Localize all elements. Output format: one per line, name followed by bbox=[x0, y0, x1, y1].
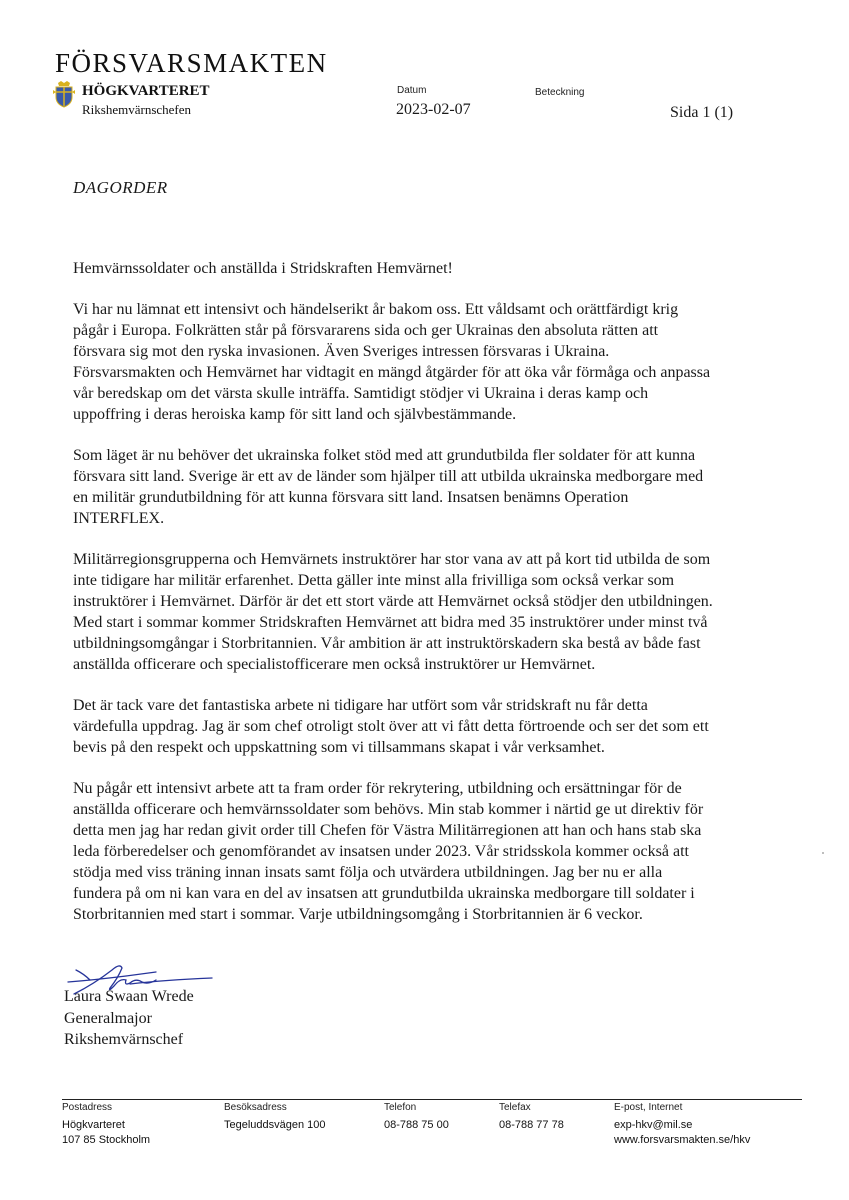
signatory-position: Rikshemvärnschef bbox=[64, 1031, 184, 1048]
email-address[interactable]: exp-hkv@mil.se bbox=[614, 1119, 693, 1131]
footer-phone bbox=[384, 1101, 449, 1133]
department-name: Rikshemvärnschefen bbox=[82, 102, 192, 117]
footer-postal bbox=[62, 1101, 150, 1148]
footer-fax bbox=[499, 1101, 564, 1133]
signatory-name: Laura Swaan Wrede bbox=[64, 988, 194, 1005]
website-link[interactable]: www.forsvarsmakten.se/hkv bbox=[614, 1134, 751, 1146]
visiting-label: Besöksadress bbox=[224, 1102, 287, 1113]
coat-of-arms-logo bbox=[52, 80, 76, 108]
body-paragraph: Vi har nu lämnat ett intensivt och händelserikt år bakom oss. Ett våldsamt och orättfärdigt krig pågår i Europa. Folkrätten står på försvararens sida och ger Ukrainas den absoluta rätten att försvara sig mot den ryska invasionen. Även Sveriges intressen försvaras i Ukraina. Försvarsmakten och Hemvärnet har vidtagit en mängd åtgärder för att öka vår förmåga och anpassa vår beredskap om det värsta skulle inträffa. Samtidigt stödjer vi Ukraina i deras kamp och uppoffring i deras heroiska kamp för sitt land och självbestämmande. bbox=[73, 301, 711, 423]
email-label: E-post, Internet bbox=[614, 1102, 683, 1113]
body-paragraph: Nu pågår ett intensivt arbete att ta fram order för rekrytering, utbildning och ersättningar för de anställda officerare och hemvärnssoldater som behövs. Min stab kommer i närtid ge ut direktiv för detta men jag har redan givit order till Chefen för Västra Militärregionen att han och hans stab ska leda förberedelser och genomförandet av insatsen under 2023. Vår stridsskola kommer också att stödja med viss träning innan insats samt följa och utvärdera utbildningen. Jag ber nu er alla fundera på om ni kan vara en del av insatsen att grundutbilda ukrainska medborgare till soldater i Storbritannien med start i sommar. Varje utbildningsomgång i Storbritannien är 6 veckor. bbox=[73, 780, 704, 923]
postal-label: Postadress bbox=[62, 1102, 113, 1113]
letter-body bbox=[73, 258, 713, 945]
fax-number: 08-788 77 78 bbox=[499, 1119, 564, 1131]
body-paragraph: Som läget är nu behöver det ukrainska folket stöd med att grundutbilda fler soldater för att kunna försvara sitt land. Sverige är ett av de länder som hjälper till att utbilda ukrainska medborgare med en militär grundutbildning för att kunna försvara sitt land. Insatsen benämns Operation INTERFLEX. bbox=[73, 447, 704, 527]
phone-number: 08-788 75 00 bbox=[384, 1119, 449, 1131]
organization-name: FÖRSVARSMAKTEN bbox=[55, 48, 328, 78]
headquarters-name: HÖGKVARTERET bbox=[82, 83, 210, 99]
footer-email bbox=[614, 1101, 750, 1148]
footer-visiting bbox=[224, 1101, 326, 1133]
date-label: Datum bbox=[397, 85, 427, 96]
document-title: DAGORDER bbox=[73, 178, 168, 197]
scan-speck bbox=[822, 852, 824, 854]
salutation: Hemvärnssoldater och anställda i Stridskraften Hemvärnet! bbox=[73, 260, 453, 277]
signatory-rank: Generalmajor bbox=[64, 1009, 152, 1027]
body-paragraph: Det är tack vare det fantastiska arbete ni tidigare har utfört som vår stridskraft nu får detta värdefulla uppdrag. Jag är som chef otroligt stolt över att vi fått detta förtroende och ser det som ett bevis på den respekt och uppskattning som vi tillsammans skapat i vår verksamhet. bbox=[73, 697, 709, 756]
postal-line2: 107 85 Stockholm bbox=[62, 1134, 151, 1146]
postal-line1: Högkvarteret bbox=[62, 1119, 125, 1131]
page-indicator: Sida 1 (1) bbox=[670, 104, 734, 121]
visiting-line1: Tegeluddsvägen 100 bbox=[224, 1119, 326, 1131]
fax-label: Telefax bbox=[499, 1102, 531, 1113]
footer-divider bbox=[62, 1099, 802, 1100]
reference-label: Beteckning bbox=[535, 87, 585, 98]
body-paragraph: Militärregionsgrupperna och Hemvärnets instruktörer har stor vana av att på kort tid utbilda de som inte tidigare har militär erfarenhet. Detta gäller inte minst alla frivilliga som också verkar som instruktörer i Hemvärnet. Därför är det ett stort värde att Hemvärnet också stödjer den utbildningen. Med start i sommar kommer Stridskraften Hemvärnet att bidra med 35 instruktörer under minst två utbildningsomgångar i Storbritannien. Vår ambition är att instruktörskadern ska bestå av både fast anställda officerare och specialistofficerare men också instruktörer ur Hemvärnet. bbox=[73, 551, 713, 673]
signature-block bbox=[64, 986, 194, 1051]
phone-label: Telefon bbox=[384, 1102, 417, 1113]
date-value: 2023-02-07 bbox=[396, 101, 471, 118]
